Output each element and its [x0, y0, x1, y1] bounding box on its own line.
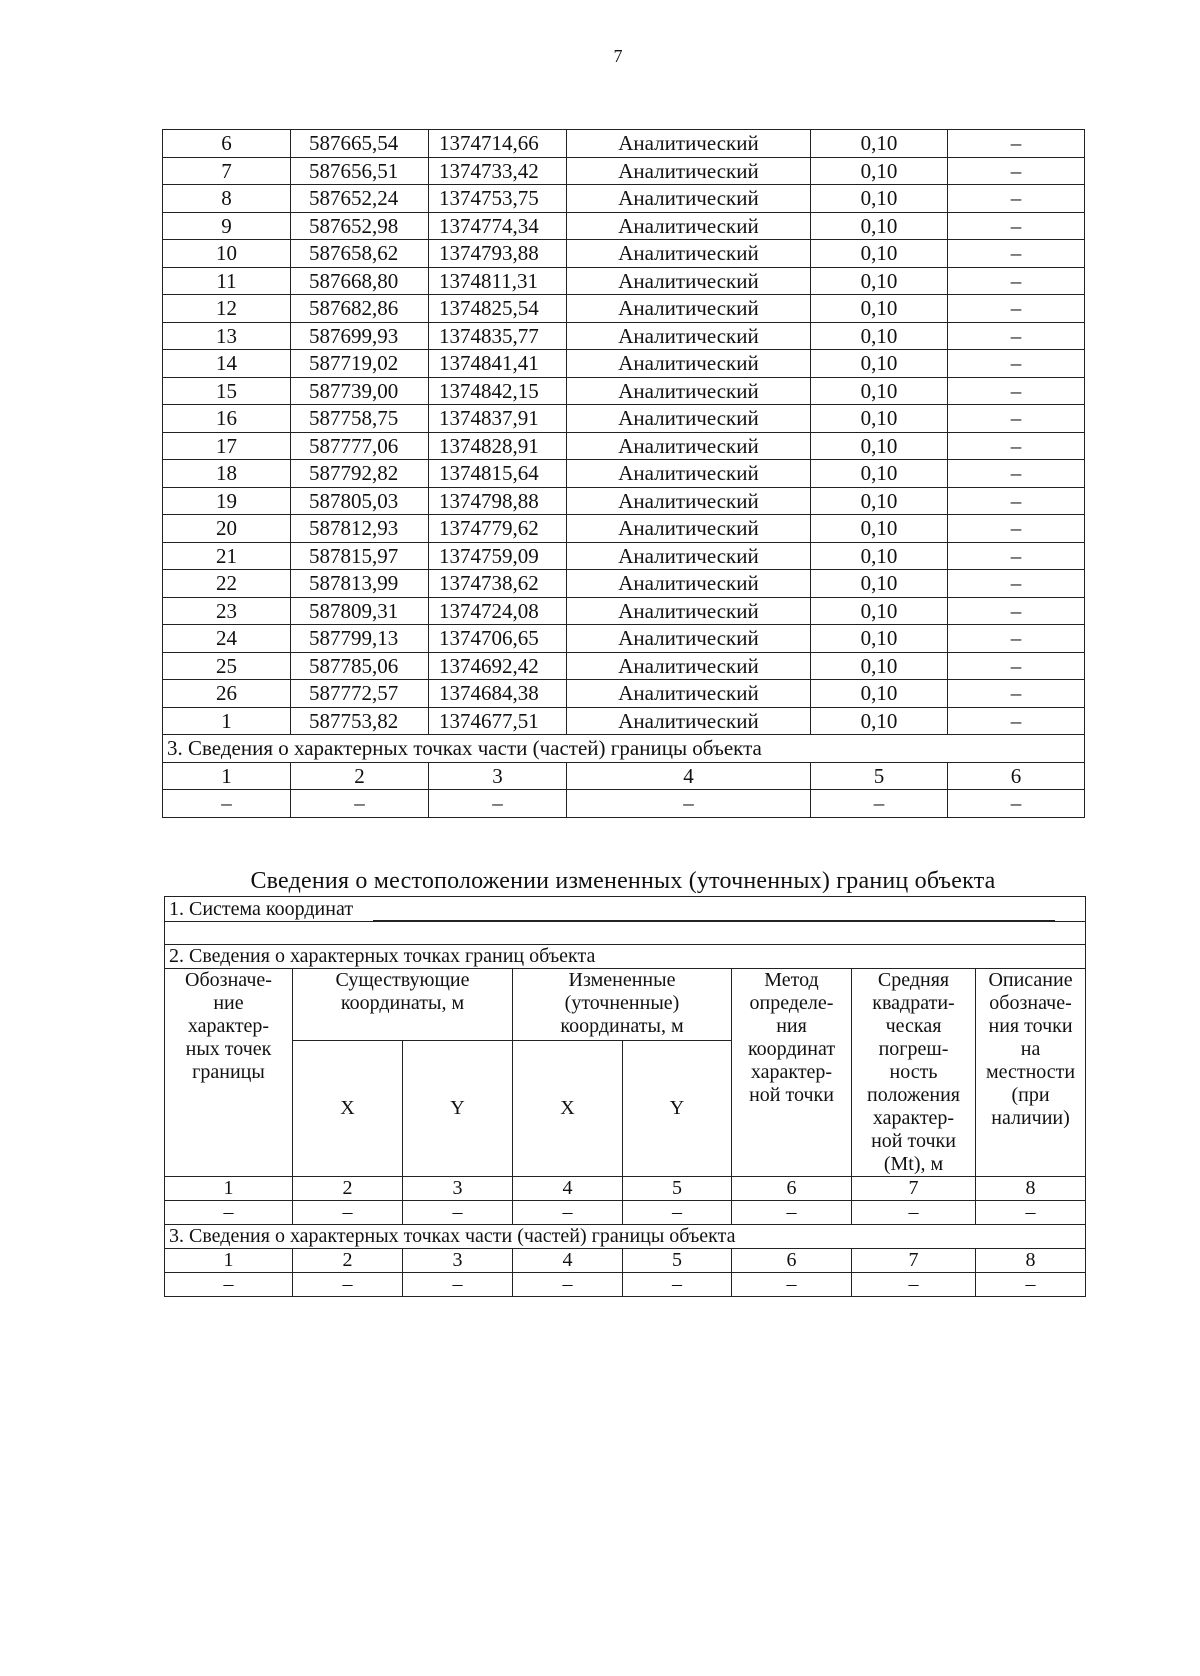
header-existing-coords: Существующие координаты, м — [293, 969, 513, 1041]
point-description: – — [948, 707, 1085, 735]
point-y: 1374811,31 — [429, 267, 567, 295]
point-number: 17 — [163, 432, 291, 460]
table-row — [163, 432, 1085, 460]
point-accuracy: 0,10 — [811, 570, 948, 598]
header-designation: Обозначе- ние характер- ных точек границы — [165, 969, 293, 1177]
point-number: 11 — [163, 267, 291, 295]
table-row — [163, 267, 1085, 295]
point-method: Аналитический — [567, 185, 811, 213]
point-method: Аналитический — [567, 707, 811, 735]
column-number: 5 — [623, 1177, 732, 1201]
point-y: 1374842,15 — [429, 377, 567, 405]
table-row — [163, 295, 1085, 323]
empty-cell: – — [623, 1201, 732, 1225]
table-row — [163, 487, 1085, 515]
point-x: 587785,06 — [291, 652, 429, 680]
point-description: – — [948, 157, 1085, 185]
point-accuracy: 0,10 — [811, 432, 948, 460]
table-row — [163, 185, 1085, 213]
table-row — [163, 405, 1085, 433]
point-number: 26 — [163, 680, 291, 708]
table-row — [163, 597, 1085, 625]
part-header-row — [163, 762, 1085, 790]
point-number: 10 — [163, 240, 291, 268]
empty-cell: – — [852, 1273, 976, 1297]
header-row-1 — [165, 969, 1086, 1041]
point-accuracy: 0,10 — [811, 515, 948, 543]
coord-system-row — [165, 897, 1086, 922]
point-x: 587805,03 — [291, 487, 429, 515]
table-row — [163, 570, 1085, 598]
point-description: – — [948, 322, 1085, 350]
point-x: 587719,02 — [291, 350, 429, 378]
point-y: 1374837,91 — [429, 405, 567, 433]
column-number: 4 — [513, 1249, 623, 1273]
point-accuracy: 0,10 — [811, 597, 948, 625]
column-number: 1 — [165, 1177, 293, 1201]
point-y: 1374779,62 — [429, 515, 567, 543]
coord-system-field — [373, 902, 1055, 921]
point-method: Аналитический — [567, 350, 811, 378]
header-existing-y: Y — [403, 1041, 513, 1177]
column-number: 7 — [852, 1177, 976, 1201]
header-changed-coords: Измененные (уточненные) координаты, м — [513, 969, 732, 1041]
table-row — [163, 542, 1085, 570]
empty-points-row — [165, 1201, 1086, 1225]
point-method: Аналитический — [567, 377, 811, 405]
part-empty-row — [165, 1273, 1086, 1297]
point-description: – — [948, 350, 1085, 378]
point-description: – — [948, 652, 1085, 680]
empty-cell: – — [513, 1201, 623, 1225]
header-existing-x: X — [293, 1041, 403, 1177]
point-method: Аналитический — [567, 652, 811, 680]
point-x: 587682,86 — [291, 295, 429, 323]
coord-system-label: 1. Система координат — [169, 897, 354, 920]
point-x: 587668,80 — [291, 267, 429, 295]
point-y: 1374798,88 — [429, 487, 567, 515]
empty-cell: – — [429, 790, 567, 818]
empty-cell: – — [567, 790, 811, 818]
point-accuracy: 0,10 — [811, 680, 948, 708]
point-description: – — [948, 295, 1085, 323]
part-section-title: 3. Сведения о характерных точках части (частей) границы объекта — [163, 735, 1085, 763]
point-number: 23 — [163, 597, 291, 625]
empty-cell: – — [293, 1201, 403, 1225]
point-number: 20 — [163, 515, 291, 543]
point-y: 1374841,41 — [429, 350, 567, 378]
point-description: – — [948, 130, 1085, 158]
point-y: 1374828,91 — [429, 432, 567, 460]
point-number: 7 — [163, 157, 291, 185]
changed-boundaries-title: Сведения о местоположении измененных (уточненных) границ объекта — [250, 868, 996, 894]
empty-cell: – — [623, 1273, 732, 1297]
table-row — [163, 350, 1085, 378]
column-number: 7 — [852, 1249, 976, 1273]
point-description: – — [948, 377, 1085, 405]
point-y: 1374738,62 — [429, 570, 567, 598]
table-row — [163, 652, 1085, 680]
point-y: 1374692,42 — [429, 652, 567, 680]
point-method: Аналитический — [567, 157, 811, 185]
column-number: 3 — [403, 1177, 513, 1201]
empty-cell: – — [403, 1273, 513, 1297]
point-accuracy: 0,10 — [811, 542, 948, 570]
point-x: 587656,51 — [291, 157, 429, 185]
point-accuracy: 0,10 — [811, 212, 948, 240]
column-number: 1 — [163, 762, 291, 790]
table-row — [163, 515, 1085, 543]
point-x: 587658,62 — [291, 240, 429, 268]
point-method: Аналитический — [567, 322, 811, 350]
column-number: 2 — [291, 762, 429, 790]
header-method: Метод определе- ния координат характер- ной точки — [732, 969, 852, 1177]
changed-boundaries-table — [164, 896, 1086, 1297]
point-method: Аналитический — [567, 680, 811, 708]
point-y: 1374684,38 — [429, 680, 567, 708]
point-description: – — [948, 597, 1085, 625]
empty-cell: – — [811, 790, 948, 818]
point-description: – — [948, 680, 1085, 708]
point-number: 6 — [163, 130, 291, 158]
point-number: 1 — [163, 707, 291, 735]
column-number: 5 — [811, 762, 948, 790]
point-x: 587758,75 — [291, 405, 429, 433]
point-number: 19 — [163, 487, 291, 515]
column-number: 6 — [732, 1177, 852, 1201]
point-number: 25 — [163, 652, 291, 680]
point-y: 1374774,34 — [429, 212, 567, 240]
empty-cell: – — [403, 1201, 513, 1225]
point-y: 1374825,54 — [429, 295, 567, 323]
point-method: Аналитический — [567, 542, 811, 570]
point-y: 1374706,65 — [429, 625, 567, 653]
blank-row — [165, 922, 1086, 945]
point-method: Аналитический — [567, 267, 811, 295]
point-number: 18 — [163, 460, 291, 488]
empty-cell: – — [852, 1201, 976, 1225]
point-number: 8 — [163, 185, 291, 213]
point-description: – — [948, 432, 1085, 460]
table-row — [163, 130, 1085, 158]
point-y: 1374815,64 — [429, 460, 567, 488]
column-number: 8 — [976, 1177, 1086, 1201]
point-y: 1374753,75 — [429, 185, 567, 213]
point-number: 24 — [163, 625, 291, 653]
header-changed-y: Y — [623, 1041, 732, 1177]
boundary-points-table — [162, 129, 1085, 818]
column-number: 1 — [165, 1249, 293, 1273]
point-accuracy: 0,10 — [811, 652, 948, 680]
point-description: – — [948, 267, 1085, 295]
point-x: 587772,57 — [291, 680, 429, 708]
table-row — [163, 377, 1085, 405]
empty-cell: – — [948, 790, 1085, 818]
table-row — [163, 157, 1085, 185]
point-description: – — [948, 240, 1085, 268]
table-row — [163, 707, 1085, 735]
point-accuracy: 0,10 — [811, 130, 948, 158]
table-row — [163, 625, 1085, 653]
point-description: – — [948, 570, 1085, 598]
point-method: Аналитический — [567, 460, 811, 488]
point-accuracy: 0,10 — [811, 157, 948, 185]
point-description: – — [948, 460, 1085, 488]
part-section-title: 3. Сведения о характерных точках части (частей) границы объекта — [165, 1225, 1086, 1249]
point-method: Аналитический — [567, 240, 811, 268]
table-row — [163, 240, 1085, 268]
point-number: 15 — [163, 377, 291, 405]
part-title-row — [165, 1225, 1086, 1249]
point-accuracy: 0,10 — [811, 240, 948, 268]
point-number: 22 — [163, 570, 291, 598]
point-number: 21 — [163, 542, 291, 570]
point-method: Аналитический — [567, 405, 811, 433]
point-accuracy: 0,10 — [811, 185, 948, 213]
column-number: 6 — [948, 762, 1085, 790]
point-x: 587799,13 — [291, 625, 429, 653]
point-number: 12 — [163, 295, 291, 323]
point-method: Аналитический — [567, 130, 811, 158]
point-x: 587812,93 — [291, 515, 429, 543]
point-accuracy: 0,10 — [811, 625, 948, 653]
point-y: 1374793,88 — [429, 240, 567, 268]
empty-cell: – — [165, 1273, 293, 1297]
column-number: 3 — [429, 762, 567, 790]
empty-cell: – — [293, 1273, 403, 1297]
point-y: 1374724,08 — [429, 597, 567, 625]
point-number: 13 — [163, 322, 291, 350]
part-title-row — [163, 735, 1085, 763]
column-number: 8 — [976, 1249, 1086, 1273]
column-number: 3 — [403, 1249, 513, 1273]
column-number: 4 — [513, 1177, 623, 1201]
point-method: Аналитический — [567, 570, 811, 598]
point-accuracy: 0,10 — [811, 487, 948, 515]
point-x: 587813,99 — [291, 570, 429, 598]
point-x: 587815,97 — [291, 542, 429, 570]
point-x: 587665,54 — [291, 130, 429, 158]
header-description: Описание обозначе- ния точки на местности (при наличии) — [976, 969, 1086, 1177]
point-y: 1374677,51 — [429, 707, 567, 735]
point-number: 14 — [163, 350, 291, 378]
header-changed-x: X — [513, 1041, 623, 1177]
point-x: 587809,31 — [291, 597, 429, 625]
empty-cell: – — [976, 1201, 1086, 1225]
point-y: 1374733,42 — [429, 157, 567, 185]
point-x: 587792,82 — [291, 460, 429, 488]
point-number: 9 — [163, 212, 291, 240]
point-accuracy: 0,10 — [811, 267, 948, 295]
empty-cell: – — [513, 1273, 623, 1297]
empty-cell: – — [165, 1201, 293, 1225]
point-x: 587652,24 — [291, 185, 429, 213]
point-method: Аналитический — [567, 487, 811, 515]
point-description: – — [948, 515, 1085, 543]
point-method: Аналитический — [567, 597, 811, 625]
empty-cell: – — [163, 790, 291, 818]
points-section-title: 2. Сведения о характерных точках границ объекта — [165, 945, 1086, 969]
points-title-row — [165, 945, 1086, 969]
part-empty-row — [163, 790, 1085, 818]
column-number: 2 — [293, 1177, 403, 1201]
empty-cell: – — [732, 1273, 852, 1297]
point-description: – — [948, 405, 1085, 433]
point-accuracy: 0,10 — [811, 350, 948, 378]
column-number: 6 — [732, 1249, 852, 1273]
point-y: 1374714,66 — [429, 130, 567, 158]
point-number: 16 — [163, 405, 291, 433]
point-x: 587652,98 — [291, 212, 429, 240]
point-y: 1374835,77 — [429, 322, 567, 350]
column-number: 2 — [293, 1249, 403, 1273]
point-x: 587753,82 — [291, 707, 429, 735]
point-accuracy: 0,10 — [811, 295, 948, 323]
point-y: 1374759,09 — [429, 542, 567, 570]
column-number: 5 — [623, 1249, 732, 1273]
table-row — [163, 322, 1085, 350]
part-column-numbers-row — [165, 1249, 1086, 1273]
header-accuracy: Средняя квадрати- ческая погреш- ность положения характер- ной точки (Mt), м — [852, 969, 976, 1177]
empty-cell: – — [976, 1273, 1086, 1297]
point-accuracy: 0,10 — [811, 405, 948, 433]
point-method: Аналитический — [567, 212, 811, 240]
boundary-points-body — [163, 130, 1085, 818]
column-numbers-row — [165, 1177, 1086, 1201]
empty-cell: – — [732, 1201, 852, 1225]
point-description: – — [948, 212, 1085, 240]
point-description: – — [948, 185, 1085, 213]
table-row — [163, 212, 1085, 240]
column-number: 4 — [567, 762, 811, 790]
page-number: 7 — [613, 46, 623, 66]
point-description: – — [948, 625, 1085, 653]
point-method: Аналитический — [567, 432, 811, 460]
point-accuracy: 0,10 — [811, 707, 948, 735]
point-method: Аналитический — [567, 515, 811, 543]
point-description: – — [948, 542, 1085, 570]
point-x: 587739,00 — [291, 377, 429, 405]
point-accuracy: 0,10 — [811, 377, 948, 405]
point-x: 587777,06 — [291, 432, 429, 460]
point-description: – — [948, 487, 1085, 515]
point-accuracy: 0,10 — [811, 322, 948, 350]
table-row — [163, 680, 1085, 708]
empty-cell: – — [291, 790, 429, 818]
point-method: Аналитический — [567, 295, 811, 323]
table-row — [163, 460, 1085, 488]
point-x: 587699,93 — [291, 322, 429, 350]
point-method: Аналитический — [567, 625, 811, 653]
point-accuracy: 0,10 — [811, 460, 948, 488]
